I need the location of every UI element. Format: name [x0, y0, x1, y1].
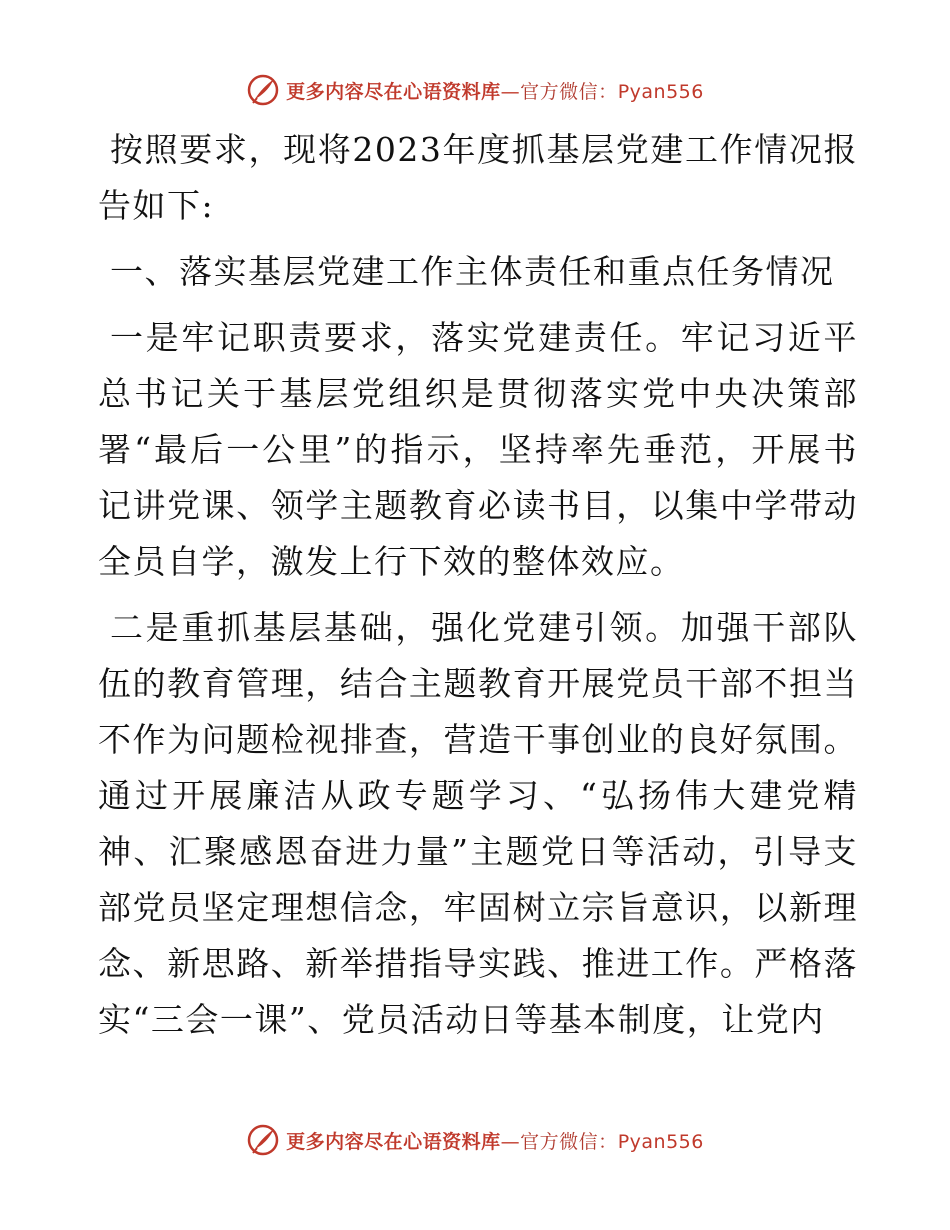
paragraph-first-point: 一是牢记职责要求，落实党建责任。牢记习近平总书记关于基层党组织是贯彻落实党中央决策部署“最后一公里”的指示，坚持率先垂范，开展书记讲党课、领学主题教育必读书目，以集中学带动全员自学，激发上行下效的整体效应。 — [98, 318, 858, 581]
watermark-site: 更多内容尽在心语资料库 — [286, 80, 501, 103]
watermark-label: 官方微信： — [520, 80, 618, 103]
document-body — [98, 122, 858, 1048]
watermark-site: 更多内容尽在心语资料库 — [286, 1130, 501, 1153]
watermark-text — [286, 77, 704, 104]
watermark-text — [286, 1127, 704, 1154]
feather-circle-logo-icon — [246, 73, 280, 107]
watermark-wechat-id: Pyan556 — [617, 1130, 704, 1153]
paragraph-second-point: 二是重抓基层基础，强化党建引领。加强干部队伍的教育管理，结合主题教育开展党员干部不担当不作为问题检视排查，营造干事创业的良好氛围。通过开展廉洁从政专题学习、“弘扬伟大建党精神、汇聚感恩奋进力量”主题党日等活动，引导支部党员坚定理想信念，牢固树立宗旨意识，以新理念、新思路、新举措指导实践、推进工作。严格落实“三会一课”、党员活动日等基本制度，让党内 — [98, 608, 858, 1039]
watermark-label: 官方微信： — [520, 1130, 618, 1153]
header-watermark — [0, 70, 950, 110]
section-heading: 一、落实基层党建工作主体责任和重点任务情况 — [110, 252, 835, 291]
watermark-separator: — — [500, 1130, 521, 1153]
watermark-wechat-id: Pyan556 — [617, 80, 704, 103]
feather-circle-logo-icon — [246, 1123, 280, 1157]
footer-watermark — [0, 1120, 950, 1160]
watermark-separator: — — [500, 80, 521, 103]
paragraph-intro: 按照要求，现将2023年度抓基层党建工作情况报告如下: — [98, 130, 858, 225]
